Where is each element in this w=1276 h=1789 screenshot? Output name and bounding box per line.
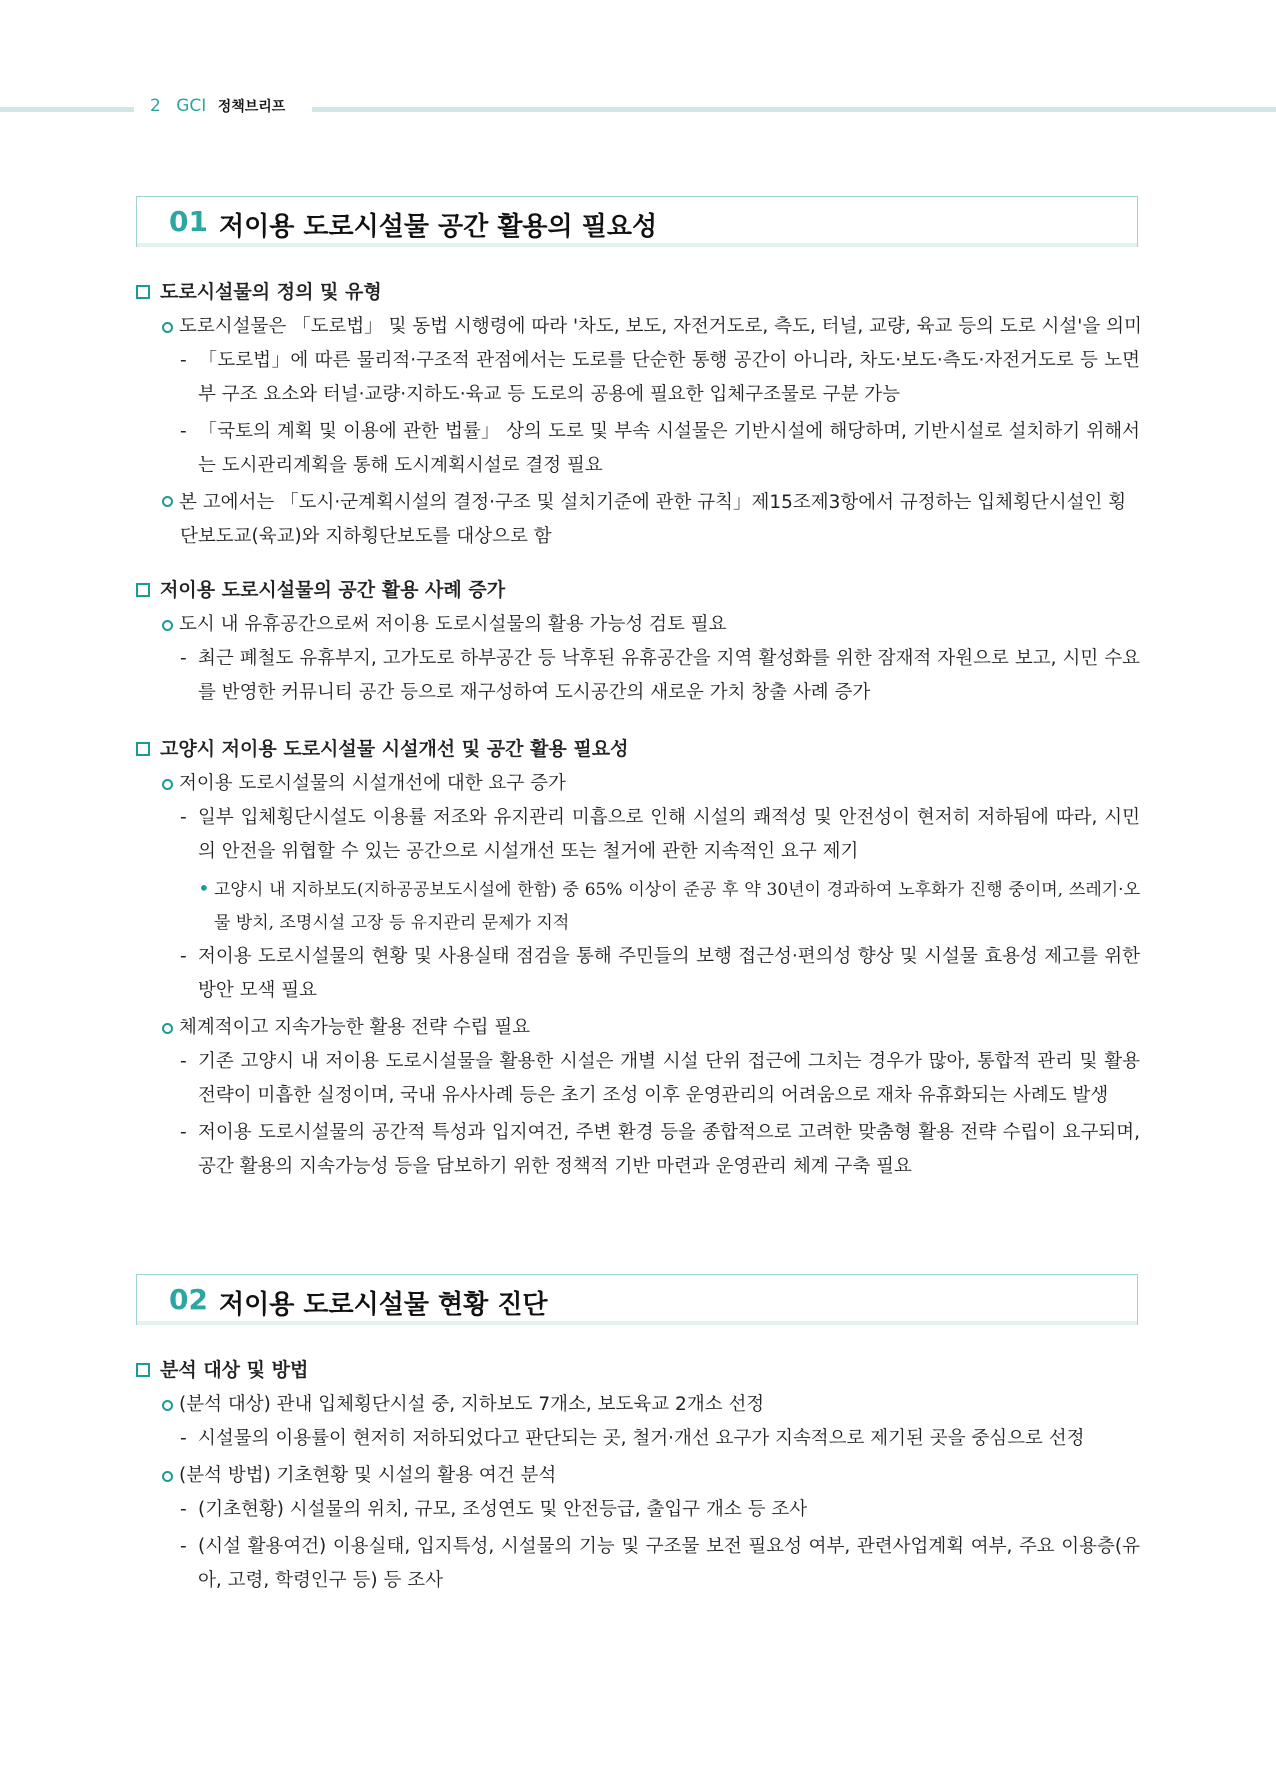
circle-bullet-item: 체계적이고 지속가능한 활용 전략 수립 필요	[136, 1011, 1140, 1045]
dash-item: - (시설 활용여건) 이용실태, 입지특성, 시설물의 기능 및 구조물 보전 필요성 여부, 관련사업계획 여부, 주요 이용층(유아, 고령, 학령인구 등) 등 조사	[180, 1536, 1140, 1591]
circle-bullet-item: (분석 대상) 관내 입체횡단시설 중, 지하보도 7개소, 보도육교 2개소 선정	[136, 1388, 1140, 1422]
dash-item: - 기존 고양시 내 저이용 도로시설물을 활용한 시설은 개별 시설 단위 접근에 그치는 경우가 많아, 통합적 관리 및 활용 전략이 미흡한 실정이며, 국내 유사사례 등은 초기 조성 이후 운영관리의 어려움으로 재차 유휴화되는 사례도 발생	[180, 1051, 1140, 1106]
circle-bullet-icon	[162, 1023, 173, 1034]
publication-title: 정책브리프	[217, 99, 286, 115]
square-bullet-icon	[136, 285, 150, 299]
section-header-01	[136, 196, 1138, 247]
section-body-01	[136, 274, 1140, 1187]
square-bullet-icon	[136, 583, 150, 597]
section-body-02	[136, 1352, 1140, 1601]
circle-bullet-icon	[162, 496, 173, 507]
subheading: 저이용 도로시설물의 공간 활용 사례 증가	[136, 572, 1140, 608]
section-header-bar	[137, 1321, 1137, 1325]
dash-item: - (기초현황) 시설물의 위치, 규모, 조성연도 및 안전등급, 출입구 개소 등 조사	[180, 1499, 808, 1520]
circle-bullet-icon	[162, 1400, 173, 1411]
page-number: 2	[150, 96, 161, 116]
circle-bullet-icon	[162, 1471, 173, 1482]
section-header-02	[136, 1274, 1138, 1325]
dash-item: - 시설물의 이용률이 현저히 저하되었다고 판단되는 곳, 철거·개선 요구가 지속적으로 제기된 곳을 중심으로 선정	[180, 1428, 1085, 1449]
dash-item: - 일부 입체횡단시설도 이용률 저조와 유지관리 미흡으로 인해 시설의 쾌적성 및 안전성이 현저히 저하됨에 따라, 시민의 안전을 위협할 수 있는 공간으로 시설개선 또는 철거에 관한 지속적인 요구 제기	[180, 807, 1140, 862]
dash-item: - 저이용 도로시설물의 공간적 특성과 입지여건, 주변 환경 등을 종합적으로 고려한 맞춤형 활용 전략 수립이 요구되며, 공간 활용의 지속가능성 등을 담보하기 위한 정책적 기반 마련과 운영관리 체계 구축 필요	[180, 1122, 1141, 1177]
page-header	[150, 96, 285, 116]
section-title: 저이용 도로시설물 현황 진단	[219, 1290, 548, 1320]
section-title: 저이용 도로시설물 공간 활용의 필요성	[219, 212, 658, 242]
circle-bullet-icon	[162, 322, 173, 333]
dot-bullet-icon: •	[198, 876, 210, 900]
section-number: 01	[169, 205, 208, 238]
circle-bullet-item: 본 고에서는 「도시·군계획시설의 결정·구조 및 설치기준에 관한 규칙」제15조제3항에서 규정하는 입체횡단시설인 횡단보도교(육교)와 지하횡단보도를 대상으로 함	[136, 486, 1140, 554]
dash-item: - 「국토의 계획 및 이용에 관한 법률」 상의 도로 및 부속 시설물은 기반시설에 해당하며, 기반시설로 설치하기 위해서는 도시관리계획을 통해 도시계획시설로 결정 필요	[180, 421, 1140, 476]
square-bullet-icon	[136, 742, 150, 756]
circle-bullet-icon	[162, 620, 173, 631]
dash-item: - 최근 폐철도 유휴부지, 고가도로 하부공간 등 낙후된 유휴공간을 지역 활성화를 위한 잠재적 자원으로 보고, 시민 수요를 반영한 커뮤니티 공간 등으로 재구성하여 도시공간의 새로운 가치 창출 사례 증가	[180, 648, 1140, 703]
square-bullet-icon	[136, 1363, 150, 1377]
header-rule-right	[312, 107, 1276, 112]
circle-bullet-item: 도로시설물은 「도로법」 및 동법 시행령에 따라 '차도, 보도, 자전거도로, 측도, 터널, 교량, 육교 등의 도로 시설'을 의미	[136, 310, 1140, 344]
subheading: 도로시설물의 정의 및 유형	[136, 274, 1140, 310]
circle-bullet-item: 저이용 도로시설물의 시설개선에 대한 요구 증가	[136, 767, 1140, 801]
section-header-bar	[137, 243, 1137, 247]
circle-bullet-icon	[162, 779, 173, 790]
subheading: 분석 대상 및 방법	[136, 1352, 1140, 1388]
subheading: 고양시 저이용 도로시설물 시설개선 및 공간 활용 필요성	[136, 731, 1140, 767]
circle-bullet-item: (분석 방법) 기초현황 및 시설의 활용 여건 분석	[136, 1459, 1140, 1493]
circle-bullet-item: 도시 내 유휴공간으로써 저이용 도로시설물의 활용 가능성 검토 필요	[136, 608, 1140, 642]
brand-name: GCI	[176, 96, 207, 116]
header-rule-left	[0, 107, 134, 112]
dot-item: • 고양시 내 지하보도(지하공공보도시설에 한함) 중 65% 이상이 준공 후 약 30년이 경과하여 노후화가 진행 중이며, 쓰레기·오물 방치, 조명시설 고장 등 유지관리 문제가 지적	[136, 872, 1140, 940]
dash-item: - 「도로법」에 따른 물리적·구조적 관점에서는 도로를 단순한 통행 공간이 아니라, 차도·보도·측도·자전거도로 등 노면부 구조 요소와 터널·교량·지하도·육교 등 도로의 공용에 필요한 입체구조물로 구분 가능	[180, 350, 1140, 405]
dash-item: - 저이용 도로시설물의 현황 및 사용실태 점검을 통해 주민들의 보행 접근성·편의성 향상 및 시설물 효용성 제고를 위한 방안 모색 필요	[180, 946, 1140, 1001]
section-number: 02	[169, 1283, 208, 1316]
